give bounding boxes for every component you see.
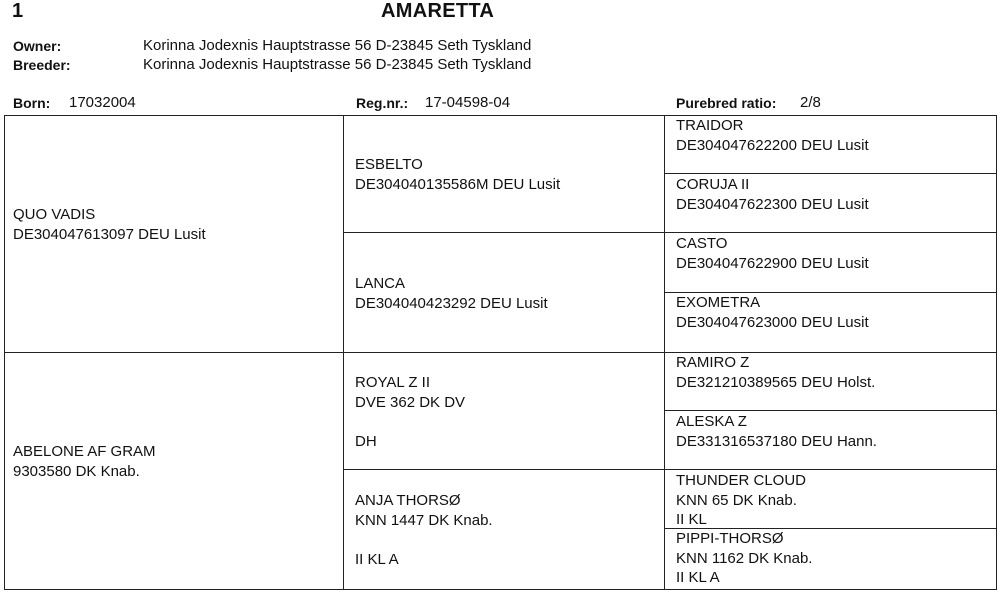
sd-sire-name: CASTO <box>676 235 728 252</box>
sire-sire-registration: DE304040135586M DEU Lusit <box>355 175 561 193</box>
grid-row-divider-gen2-a <box>343 232 997 233</box>
sd-sire-cell <box>676 234 869 273</box>
sd-sire-registration: DE304047622900 DEU Lusit <box>676 254 869 272</box>
purebred-ratio-label: Purebred ratio: <box>676 95 777 111</box>
owner-value: Korinna Jodexnis Hauptstrasse 56 D-23845 Seth Tyskland <box>143 37 532 54</box>
dam-dam-cell <box>355 491 493 569</box>
horse-name-title: AMARETTA <box>381 0 495 22</box>
grid-row-divider-gen3-a <box>664 173 997 174</box>
dam-sire-remark: DH <box>355 432 377 450</box>
owner-label: Owner: <box>13 38 62 54</box>
sire-registration: DE304047613097 DEU Lusit <box>13 225 206 243</box>
dam-dam-name: ANJA THORSØ <box>355 492 461 509</box>
sire-cell <box>13 205 206 244</box>
dam-sire-cell <box>355 373 465 451</box>
sire-dam-name: LANCA <box>355 275 406 292</box>
born-label: Born: <box>13 95 51 111</box>
dam-sire-name: ROYAL Z II <box>355 374 431 391</box>
ds-sire-name: RAMIRO Z <box>676 354 750 371</box>
reg-nr-label: Reg.nr.: <box>356 95 409 111</box>
purebred-ratio-value: 2/8 <box>800 94 821 111</box>
sd-dam-name: EXOMETRA <box>676 294 761 311</box>
sd-dam-cell <box>676 293 869 332</box>
sire-sire-name: ESBELTO <box>355 156 423 173</box>
grid-row-divider-gen2-b <box>343 469 997 470</box>
dd-sire-cell <box>676 471 806 530</box>
dd-dam-registration: KNN 1162 DK Knab. <box>676 549 813 567</box>
ds-dam-name: ALESKA Z <box>676 413 747 430</box>
sd-dam-registration: DE304047623000 DEU Lusit <box>676 313 869 331</box>
dam-cell <box>13 442 156 481</box>
ds-sire-registration: DE321210389565 DEU Holst. <box>676 373 876 391</box>
catalog-number: 1 <box>12 0 24 22</box>
ds-sire-cell <box>676 353 875 392</box>
grid-border-bottom <box>4 589 997 590</box>
reg-nr-value: 17-04598-04 <box>425 94 511 111</box>
dam-registration: 9303580 DK Knab. <box>13 462 140 480</box>
ss-sire-name: TRAIDOR <box>676 117 744 134</box>
dam-sire-registration: DVE 362 DK DV <box>355 393 466 411</box>
sire-sire-cell <box>355 155 560 194</box>
breeder-label: Breeder: <box>13 57 71 73</box>
ds-dam-cell <box>676 412 877 451</box>
dd-sire-remark: II KL <box>676 511 707 528</box>
dd-dam-remark: II KL A <box>676 569 720 586</box>
ss-sire-cell <box>676 116 869 155</box>
sire-dam-registration: DE304040423292 DEU Lusit <box>355 294 548 312</box>
ss-dam-cell <box>676 175 869 214</box>
dam-name: ABELONE AF GRAM <box>13 443 156 460</box>
ss-dam-name: CORUJA II <box>676 176 750 193</box>
dd-sire-name: THUNDER CLOUD <box>676 472 807 489</box>
grid-row-divider-gen3-c <box>664 410 997 411</box>
ss-sire-registration: DE304047622200 DEU Lusit <box>676 136 869 154</box>
dd-sire-registration: KNN 65 DK Knab. <box>676 491 797 509</box>
dam-dam-registration: KNN 1447 DK Knab. <box>355 511 493 529</box>
sire-name: QUO VADIS <box>13 206 96 223</box>
ds-dam-registration: DE331316537180 DEU Hann. <box>676 432 877 450</box>
dam-dam-remark: II KL A <box>355 550 399 568</box>
breeder-value: Korinna Jodexnis Hauptstrasse 56 D-23845 Seth Tyskland <box>143 56 532 73</box>
ss-dam-registration: DE304047622300 DEU Lusit <box>676 195 869 213</box>
dd-dam-name: PIPPI-THORSØ <box>676 530 784 547</box>
sire-dam-cell <box>355 274 548 313</box>
pedigree-table <box>4 115 997 590</box>
born-value: 17032004 <box>69 94 136 111</box>
dd-dam-cell <box>676 529 812 588</box>
